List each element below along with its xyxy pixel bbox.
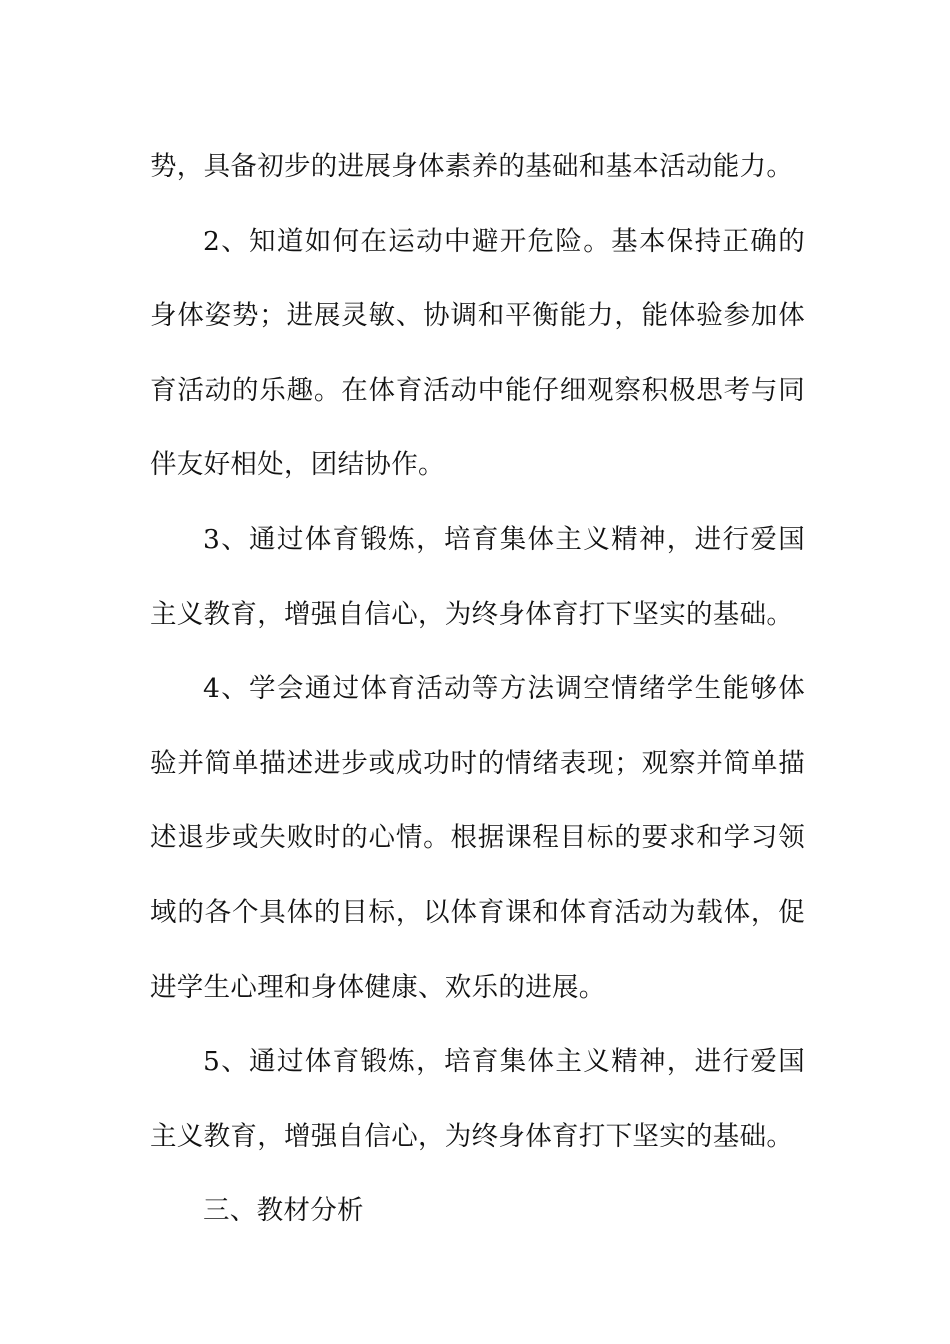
paragraph-item-5: 5、通过体育锻炼，培育集体主义精神，进行爱国主义教育，增强自信心，为终身体育打下坚实的基础。 <box>150 1046 805 1152</box>
paragraph-item-3: 3、通过体育锻炼，培育集体主义精神，进行爱国主义教育，增强自信心，为终身体育打下坚实的基础。 <box>150 523 805 630</box>
document-body <box>150 130 805 1249</box>
paragraph-item-2: 2、知道如何在运动中避开危险。基本保持正确的身体姿势；进展灵敏、协调和平衡能力，能体验参加体育活动的乐趣。在体育活动中能仔细观察积极思考与同伴友好相处，团结协作。 <box>150 225 805 481</box>
section-heading: 三、教材分析 <box>203 1195 364 1227</box>
paragraph-continuation: 势，具备初步的进展身体素养的基础和基本活动能力。 <box>150 151 794 182</box>
paragraph-item-4: 4、学会通过体育活动等方法调空情绪学生能够体验并简单描述进步或成功时的情绪表现；观察并简单描述退步或失败时的心情。根据课程目标的要求和学习领域的各个具体的目标，以体育课和体育活动为载体，促进学生心理和身体健康、欢乐的进展。 <box>150 673 805 1003</box>
